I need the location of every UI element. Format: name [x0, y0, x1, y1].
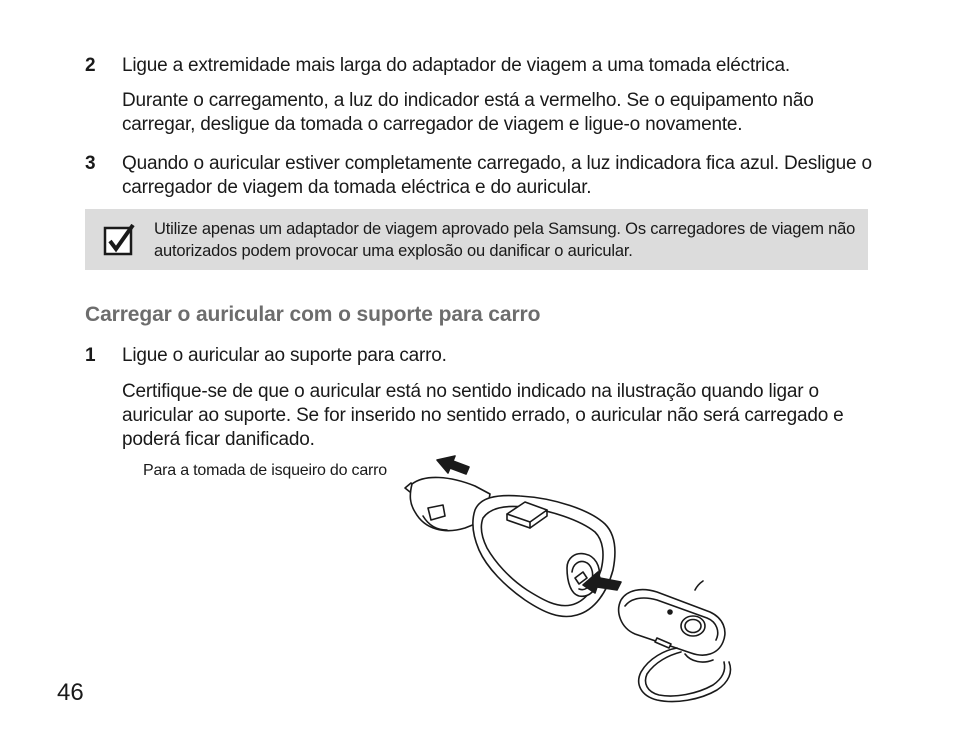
- step-text: Ligue a extremidade mais larga do adaptador de viagem a uma tomada eléctrica.: [122, 55, 790, 76]
- checkbox-check-icon: [103, 224, 135, 256]
- step-3: [85, 152, 875, 200]
- step-text: Ligue o auricular ao suporte para carro.: [122, 345, 447, 366]
- step-2: [85, 54, 875, 78]
- step-number: 2: [85, 55, 96, 76]
- step-text: Quando o auricular estiver completamente carregado, a luz indicadora fica azul. Desligue o carregador de viagem da tomada eléctrica e do auricular.: [122, 153, 872, 198]
- step-1-detail: Certifique-se de que o auricular está no sentido indicado na ilustração quando ligar o auricular ao suporte. Se for inserido no sentido errado, o auricular não será carregado e poderá ficar danificado.: [122, 381, 844, 450]
- car-charger-illustration: [395, 450, 740, 705]
- step-1: [85, 344, 875, 368]
- section-title: Carregar o auricular com o suporte para carro: [85, 303, 541, 326]
- step-number: 1: [85, 345, 96, 366]
- step-number: 3: [85, 153, 96, 174]
- page-number: 46: [57, 679, 84, 706]
- note-box: [85, 209, 868, 270]
- arrow-up-left-icon: [437, 456, 469, 474]
- note-text: Utilize apenas um adaptador de viagem aprovado pela Samsung. Os carregadores de viagem não autorizados podem provocar uma explosão ou danificar o auricular.: [154, 220, 856, 260]
- illustration-caption: Para a tomada de isqueiro do carro: [142, 462, 387, 479]
- step-2-detail: Durante o carregamento, a luz do indicador está a vermelho. Se o equipamento não carregar, desligue da tomada o carregador de viagem e ligue-o novamente.: [122, 90, 814, 135]
